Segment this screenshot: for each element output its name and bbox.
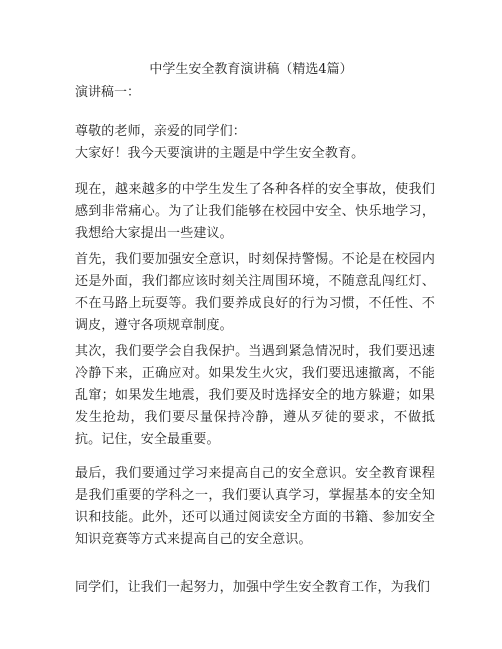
salutation: 尊敬的老师，亲爱的同学们： <box>75 124 246 139</box>
document-title: 中学生安全教育演讲稿（精选4篇） <box>149 62 353 77</box>
paragraph-3: 其次，我们要学会自我保护。当遇到紧急情况时，我们要迅速冷静下来，正确应对。如果发生火灾，我们要迅速撤离，不能乱窜；如果发生地震，我们要及时选择安全的地方躲避；如果发生抢劫，我们要尽量保持冷静，遵从歹徒的要求，不做抵抗。记住，安全最重要。 <box>75 344 435 447</box>
paragraph-4: 最后，我们要通过学习来提高自己的安全意识。安全教育课程是我们重要的学科之一，我们要认真学习，掌握基本的安全知识和技能。此外，还可以通过阅读安全方面的书籍、参加安全知识竞赛等方式来提高自己的安全意识。 <box>75 466 435 547</box>
paragraph-5: 同学们，让我们一起努力，加强中学生安全教育工作，为我们 <box>75 580 431 595</box>
opening-line: 大家好！我今天要演讲的主题是中学生安全教育。 <box>75 146 365 161</box>
paragraph-2: 首先，我们要加强安全意识，时刻保持警惕。不论是在校园内还是外面，我们都应该时刻关注周围环境，不随意乱闯红灯、不在马路上玩耍等。我们要养成良好的行为习惯，不任性、不调皮，遵守各项规章制度。 <box>75 252 435 333</box>
paragraph-1: 现在，越来越多的中学生发生了各种各样的安全事故，使我们感到非常痛心。为了让我们能够在校园中安全、快乐地学习，我想给大家提出一些建议。 <box>75 182 435 241</box>
section-heading: 演讲稿一： <box>75 85 141 100</box>
greeting-block <box>75 121 435 165</box>
